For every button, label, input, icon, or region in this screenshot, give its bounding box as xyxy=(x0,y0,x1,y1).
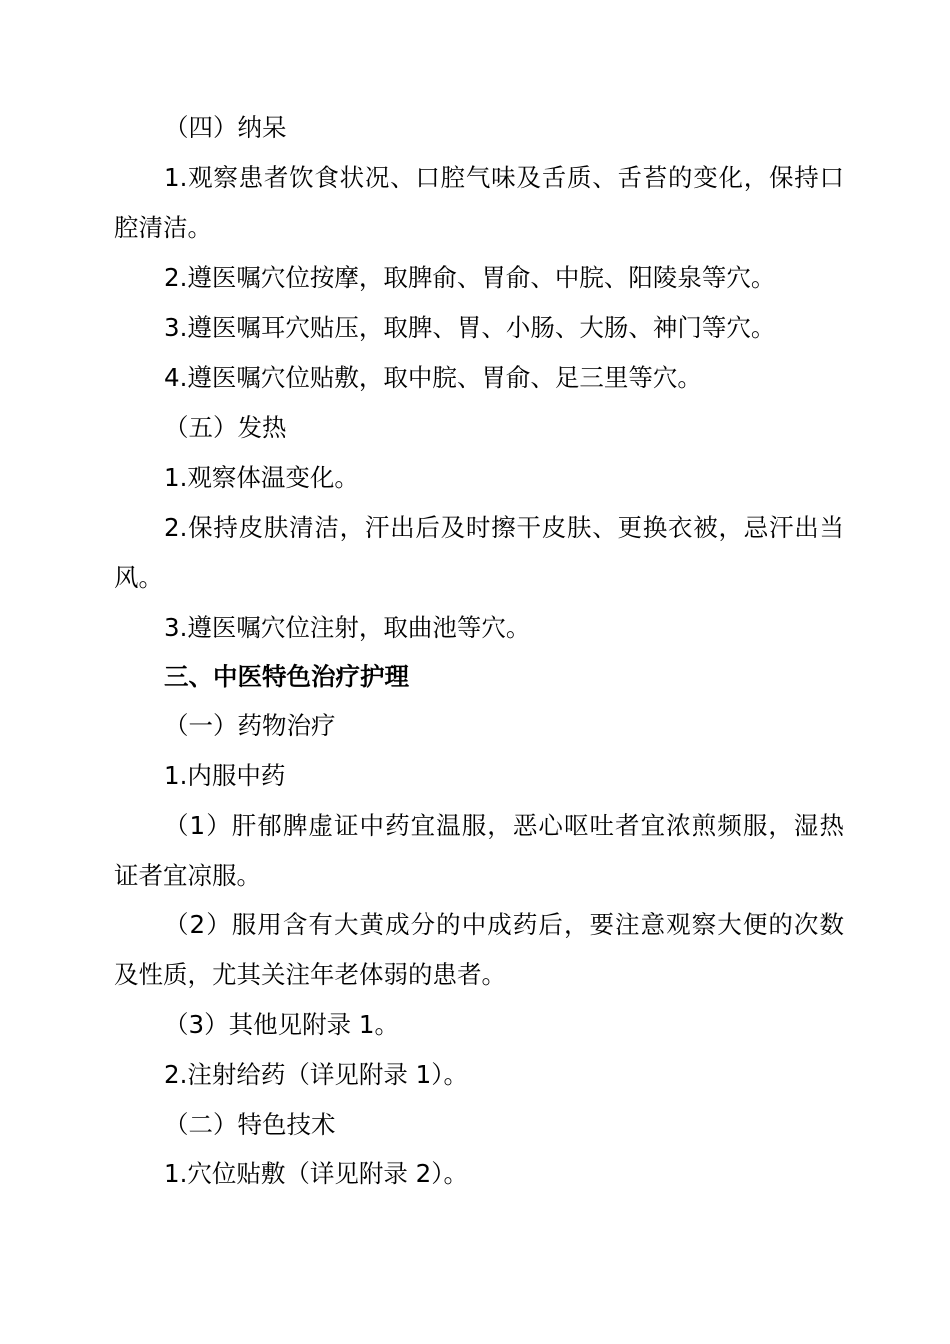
paragraph-line: 3.遵医嘱耳穴贴压，取脾、胃、小肠、大肠、神门等穴。 xyxy=(164,313,776,342)
section-heading-special-techniques: （二）特色技术 xyxy=(164,1110,336,1139)
paragraph-line: 腔清洁。 xyxy=(114,213,212,242)
chapter-heading: 三、中医特色治疗护理 xyxy=(164,662,409,691)
paragraph-line: 及性质，尤其关注年老体弱的患者。 xyxy=(114,960,506,989)
paragraph-line: （3）其他见附录 1。 xyxy=(164,1010,399,1039)
section-heading-drug-therapy: （一）药物治疗 xyxy=(164,711,336,740)
paragraph-line: 风。 xyxy=(114,563,163,592)
paragraph-line: 1.观察体温变化。 xyxy=(164,463,359,492)
paragraph-line: 1.穴位贴敷（详见附录 2）。 xyxy=(164,1159,468,1188)
paragraph-line: 2.保持皮肤清洁，汗出后及时擦干皮肤、更换衣被，忌汗出当 xyxy=(164,513,844,542)
paragraph-line: （2）服用含有大黄成分的中成药后，要注意观察大便的次数 xyxy=(164,910,844,939)
paragraph-line: 1.观察患者饮食状况、口腔气味及舌质、舌苔的变化，保持口 xyxy=(164,163,844,192)
section-heading-anorexia: （四）纳呆 xyxy=(164,113,287,142)
paragraph-line: 4.遵医嘱穴位贴敷，取中脘、胃俞、足三里等穴。 xyxy=(164,363,702,392)
paragraph-line: 2.遵医嘱穴位按摩，取脾俞、胃俞、中脘、阳陵泉等穴。 xyxy=(164,263,776,292)
subsection-heading: 1.内服中药 xyxy=(164,761,286,790)
section-heading-fever: （五）发热 xyxy=(164,413,287,442)
paragraph-line: 证者宜凉服。 xyxy=(114,861,261,890)
paragraph-line: 3.遵医嘱穴位注射，取曲池等穴。 xyxy=(164,613,531,642)
paragraph-line: （1）肝郁脾虚证中药宜温服，恶心呕吐者宜浓煎频服，湿热 xyxy=(164,811,844,840)
paragraph-line: 2.注射给药（详见附录 1）。 xyxy=(164,1060,468,1089)
